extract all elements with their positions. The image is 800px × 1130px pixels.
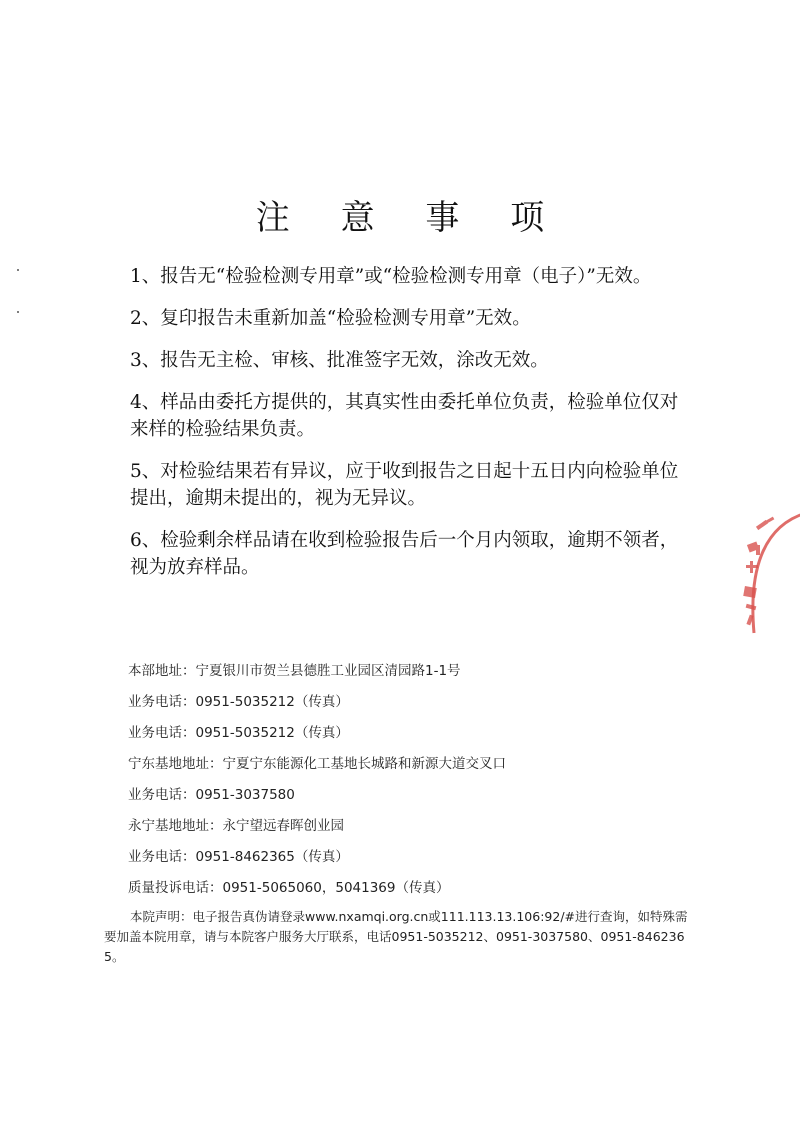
scan-speck [17, 311, 19, 313]
notice-item-2: 2、复印报告未重新加盖“检验检测专用章”无效。 [130, 308, 531, 329]
yongning-phone: 业务电话：0951-8462365（传真） [128, 849, 349, 865]
notice-item-6: 6、检验剩余样品请在收到检验报告后一个月内领取，逾期不领者，视为放弃样品。 [130, 530, 679, 578]
notice-item-3: 3、报告无主检、审核、批准签字无效，涂改无效。 [130, 350, 549, 371]
notice-list [130, 263, 690, 596]
notice-item-5: 5、对检验结果若有异议，应于收到报告之日起十五日内向检验单位提出，逾期未提出的，视为无异议。 [130, 461, 679, 509]
complaint-phone: 质量投诉电话：0951-5065060，5041369（传真） [128, 880, 450, 896]
contact-info [128, 661, 728, 909]
yongning-address: 永宁基地地址：永宁望远春晖创业园 [128, 818, 344, 834]
hq-address: 本部地址：宁夏银川市贺兰县德胜工业园区清园路1-1号 [128, 663, 461, 679]
notice-item-4: 4、样品由委托方提供的，其真实性由委托单位负责，检验单位仅对来样的检验结果负责。 [130, 392, 679, 440]
notice-item-1: 1、报告无“检验检测专用章”或“检验检测专用章（电子）”无效。 [130, 266, 652, 287]
hq-phone-2: 业务电话：0951-5035212（传真） [128, 725, 349, 741]
ningdong-phone: 业务电话：0951-3037580 [128, 787, 295, 803]
scan-speck [17, 269, 19, 271]
ningdong-address: 宁东基地地址：宁夏宁东能源化工基地长城路和新源大道交叉口 [128, 756, 506, 772]
page-title: 注 意 事 项 [255, 198, 565, 238]
hq-phone-1: 业务电话：0951-5035212（传真） [128, 694, 349, 710]
seal-stamp [726, 505, 800, 645]
institute-statement: 本院声明：电子报告真伪请登录www.nxamqi.org.cn或111.113.13.106:92/#进行查询，如特殊需要加盖本院用章，请与本院客户服务大厅联系，电话0951-5035212、0951-3037580、0951-8462365。 [104, 909, 688, 964]
